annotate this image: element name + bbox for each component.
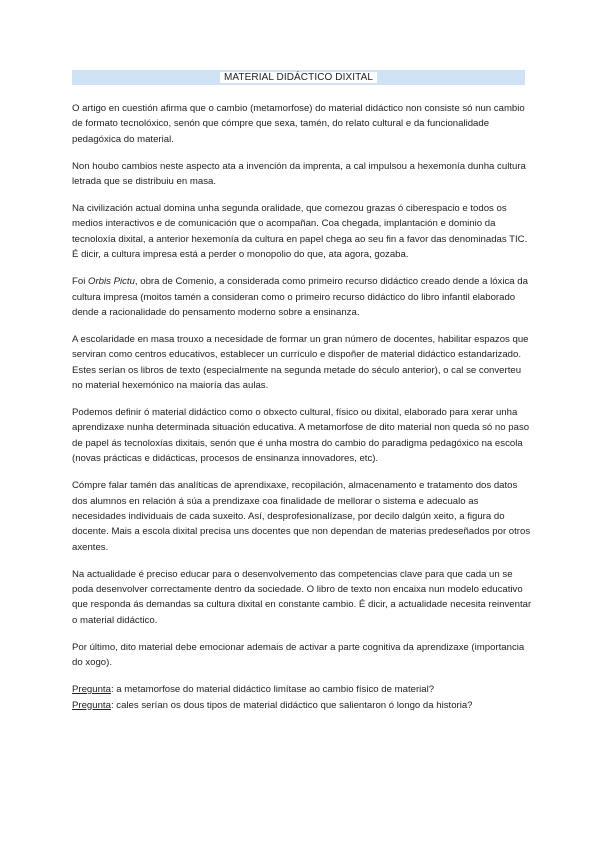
question-label: Pregunta (72, 684, 111, 696)
document-body (72, 101, 532, 713)
question-text: : cales serían os dous tipos de material didáctico que salientaron ó longo da historia? (110, 699, 473, 711)
paragraph: A escolaridade en masa trouxo a necesidade de formar un gran número de docentes, habilitar espazos que serviran como centros educativos, establecer un currículo e dispoñer de material didáctico estandarizado. Estes serían os libros de texto (especialmente na segunda metade do século anterior), o cal se converteu no material hexemónico na maioría das aulas. (72, 333, 529, 392)
paragraph-rest: , obra de Comenio, a considerada como primeiro recurso didáctico creado dende a lóxica da cultura impresa (moitos tamén a consideran como o primeiro recurso didáctico do libro infantil elaborado dende a racionalidade do pensamento moderno sobre a ensinanza. (72, 276, 528, 318)
paragraph: O artigo en cuestión afirma que o cambio (metamorfose) do material didáctico non consiste só nun cambio de formato tecnolóxico, senón que cómpre que sexa, tamén, do relato cultural e da funcionalidade pedagóxica do material. (72, 103, 525, 145)
title-banner (72, 70, 525, 85)
work-title: Orbis Pictu (88, 276, 135, 288)
document-title: MATERIAL DIDÁCTICO DIXITAL (220, 72, 377, 83)
question-text: : a metamorfose do material didáctico limítase ao cambio físico de material? (110, 684, 435, 696)
paragraph: Podemos definir ó material didáctico como o obxecto cultural, físico ou dixital, elaborado para xerar unha aprendizaxe nunha determinada situación educativa. A metamorfose de dito material non queda só no paso de papel ás tecnoloxías dixitais, senón que é unha mostra do cambio do paradigma pedagóxico na escola (novas prácticas e didácticas, procesos de ensinanza innovadores, etc). (72, 407, 530, 465)
question-line (72, 698, 532, 713)
question-line (72, 682, 532, 697)
paragraph: Por último, dito material debe emocionar ademais de activar a parte cognitiva da aprendizaxe (importancia do xogo). (72, 641, 525, 669)
question-label: Pregunta (72, 699, 111, 711)
paragraph-lead: Foi (72, 276, 88, 288)
paragraph: Cómpre falar tamén das analíticas de aprendixaxe, recopilación, almacenamento e tratamento dos datos dos alumnos en relación á súa a prendizaxe coa finalidade de mellorar o sistema e adecualo as necesidades individuais de cada suxeito. Así, desprofesionalízase, por decilo dalgún xeito, a figura do docente. Mais a escola dixital precisa uns docentes que non dependan de materias predeseñados por otros axentes. (72, 480, 531, 553)
paragraph: Non houbo cambios neste aspecto ata a invención da imprenta, a cal impulsou a hexemonía dunha cultura letrada que se distribuiu en masa. (72, 160, 526, 188)
paragraph (72, 274, 532, 320)
paragraph: Na actualidade é preciso educar para o desenvolvemento das competencias clave para que cada un se poda desenvolver correctamente dentro da sociedade. O libro de texto non encaixa nun modelo educativo que responda ás demandas sa cultura dixital en constante cambio. É dicir, a actualidade necesita reinventar o material didáctico. (72, 568, 532, 626)
paragraph: Na civilización actual domina unha segunda oralidade, que comezou grazas ó ciberespacio e todos os medios interactivos e de comunicación que o acompañan. Coa chegada, implantación e dominio da tecnoloxía dixital, a anterior hexemonía da cultura en papel chega ao seu fin a favor das denominadas TIC. É dicir, a cultura impresa está a perder o monopolio do que, ata agora, gozaba. (72, 203, 528, 261)
